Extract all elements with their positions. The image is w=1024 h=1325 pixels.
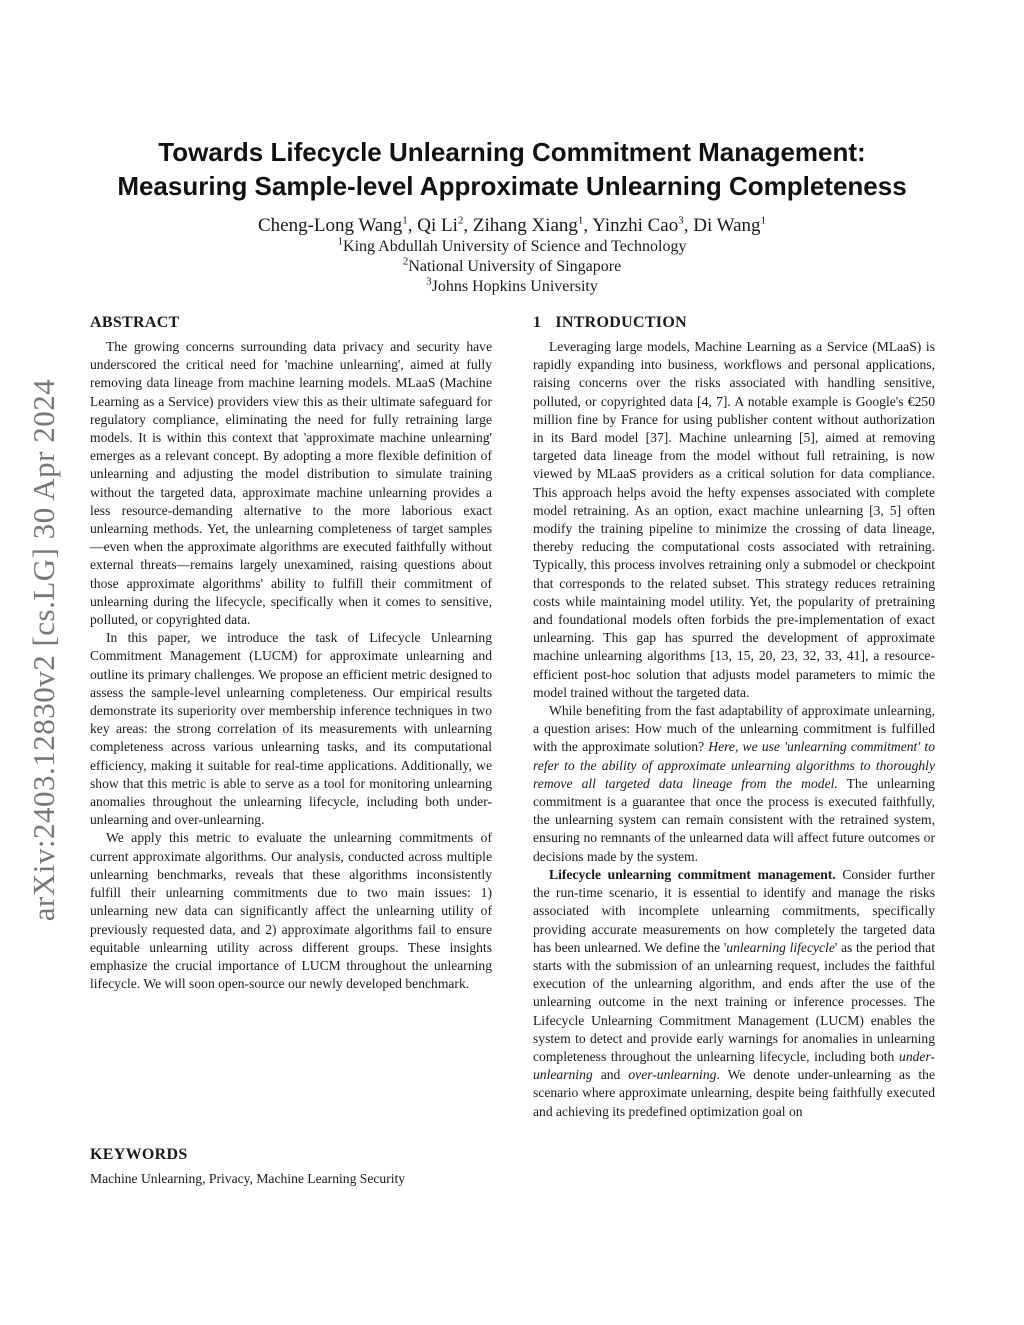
italic-term: unlearning lifecycle (726, 939, 835, 955)
arxiv-identifier[interactable]: arXiv:2403.12830v2 [cs.LG] 30 Apr 2024 (26, 378, 61, 922)
abstract-paragraph: In this paper, we introduce the task of Lifecycle Unlearning Commitment Management (LUCM) for approximate unlearning and outline its primary challenges. We propose an efficient metric designed to assess the sample-level unlearning completeness. Our empirical results demonstrate its superiority over membership inference techniques in two key areas: the strong correlation of its measurements with unlearning completeness across various unlearning tasks, and its computational efficiency, making it suitable for real-time applications. Additionally, we show that this metric is able to serve as a tool for monitoring unlearning anomalies throughout the unlearning lifecycle, including both under-unlearning and over-unlearning. (90, 630, 492, 828)
author-affiliation-mark: 1 (760, 214, 767, 227)
keywords-section (90, 1145, 492, 1188)
affiliation (80, 257, 944, 277)
author-name: Yinzhi Cao (592, 215, 679, 236)
author-name: Zihang Xiang (472, 215, 578, 236)
author-name: Qi Li (417, 215, 458, 236)
author-affiliation-mark: 3 (678, 214, 684, 227)
title-block (80, 135, 944, 297)
text-run: The unlearning commitment is a guarantee that once the process is executed faithfully, the unlearning system can remain consistent with the retrained system, ensuring no remnants of the unlearned data will affect future outcomes or decisions made by the system. (533, 775, 935, 864)
intro-paragraph: Leveraging large models, Machine Learning as a Service (MLaaS) is rapidly expanding into business, workflows and personal applications, raising concerns over the risks associated with handling sensitive, polluted, or copyrighted data [4, 7]. A notable example is Google's €250 million fine by France for using publisher content without authorization in its Bard model [37]. Machine unlearning [5], aimed at removing targeted data lineage from the model without full retraining, is now viewed by MLaaS providers as a critical solution for data compliance. This approach helps avoid the hefty expenses associated with complete model retraining. As an option, exact machine unlearning [3, 5] often modify the training pipeline to minimize the crossing of data lineage, thereby reducing the computational costs associated with retraining. Typically, this process involves retraining only a submodel or checkpoint that corresponds to the related subset. This strategy reduces retraining costs while maintaining model utility. Yet, the popularity of pretraining and foundational models often forbids the pre-implementation of exact unlearning. This gap has spurred the development of approximate machine unlearning algorithms [13, 15, 20, 23, 32, 33, 41], a resource-efficient post-hoc solution that adjusts model parameters to mimic the model trained without the targeted data. (533, 339, 935, 700)
author-affiliation-mark: 1 (402, 214, 408, 227)
intro-paragraph (533, 866, 935, 1121)
affiliation (80, 277, 944, 297)
author-name: Di Wang (693, 215, 761, 236)
italic-definition: Here, we use 'unlearning commitment' to refer to the ability of approximate unlearning algorithms to thoroughly remove all targeted data lineage from the model. (533, 739, 935, 791)
left-column (90, 313, 492, 993)
section-title: INTRODUCTION (555, 314, 687, 331)
title-line-1: Towards Lifecycle Unlearning Commitment Management: (158, 137, 866, 167)
abstract-paragraph: The growing concerns surrounding data privacy and security have underscored the critical need for 'machine unlearning', aimed at fully removing data lineage from machine learning models. MLaaS (Machine Learning as a Service) providers view this as their ultimate safeguard for regulatory compliance, eliminating the need for fully retraining large models. It is within this context that 'approximate machine unlearning' emerges as a relevant concept. By adopting a more flexible definition of unlearning and adjusting the model distribution to simulate training without the targeted data, approximate machine unlearning provides a less resource-demanding alternative to the more laborious exact unlearning methods. Yet, the unlearning completeness of target samples—even when the approximate algorithms are executed faithfully without external threats—remains largely unexamined, raising questions about those approximate algorithms' ability to fulfill their commitment of unlearning during the lifecycle, specifically when it comes to sensitive, polluted, or copyrighted data. (90, 339, 492, 628)
keywords-heading: KEYWORDS (90, 1146, 188, 1163)
author-list (80, 215, 944, 237)
arxiv-sidebar (22, 350, 66, 950)
affiliation (80, 237, 944, 257)
author-name: Cheng-Long Wang (257, 215, 403, 236)
affiliation-number: 1 (337, 235, 344, 248)
affiliation-number: 2 (402, 255, 409, 268)
author-separator: , (683, 215, 694, 236)
abstract-paragraph: We apply this metric to evaluate the unlearning commitments of current approximate algorithms. Our analysis, conducted across multiple unlearning benchmarks, reveals that these algorithms inconsistently fulfill their unlearning commitments due to two main issues: 1) unlearning new data can significantly affect the unlearning utility of previously requested data, and 2) approximate algorithms fail to ensure equitable unlearning utility across different groups. These insights emphasize the crucial importance of LUCM throughout the unlearning lifecycle. We will soon open-source our newly developed benchmark. (90, 830, 492, 992)
author-separator: , (583, 215, 593, 236)
author-separator: , (463, 215, 473, 236)
right-column (533, 313, 935, 1121)
italic-term: over-unlearning (628, 1067, 717, 1083)
text-run: ' as the period that starts with the submission of an unlearning request, includes the faithful execution of the unlearning algorithm, and ends after the use of the unlearning outcome in the next training or inference processes. The Lifecycle Unlearning Commitment Management (LUCM) enables the system to detect and provide early warnings for anomalies in unlearning completeness throughout the unlearning lifecycle, including both (533, 939, 935, 1064)
text-run: While benefiting from the fast adaptability of approximate unlearning, a question arises: How much of the unlearning commitment is fulfilled with the approximate solution? (533, 703, 935, 755)
abstract-heading: ABSTRACT (90, 314, 180, 331)
paper-title (80, 135, 944, 203)
author-affiliation-mark: 1 (577, 214, 584, 227)
italic-term: under-unlearning (533, 1048, 935, 1083)
text-run: Consider further the run-time scenario, it is essential to identify and manage the risks associated with incomplete unlearning commitments, specifically providing accurate measurements on how completely the targeted data has been unlearned. We define the ' (533, 866, 935, 955)
intro-paragraph (533, 702, 935, 866)
author-affiliation-mark: 2 (457, 214, 464, 227)
affiliation-name: National University of Singapore (408, 258, 622, 275)
text-run: . We denote under-unlearning as the scenario where approximate unlearning, despite being faithfully executed and achieving its predefined optimization goal on (533, 1067, 935, 1119)
keywords-text: Machine Unlearning, Privacy, Machine Learning Security (90, 1171, 406, 1186)
title-line-2: Measuring Sample-level Approximate Unlearning Completeness (117, 171, 907, 201)
author-separator: , (407, 215, 418, 236)
paragraph-lead-in: Lifecycle unlearning commitment management. (549, 866, 836, 882)
introduction-heading (533, 313, 935, 333)
section-number: 1 (533, 314, 542, 331)
affiliation-number: 3 (426, 275, 432, 288)
affiliation-name: Johns Hopkins University (431, 278, 598, 295)
affiliation-name: King Abdullah University of Science and Technology (343, 238, 687, 255)
text-run: and (592, 1067, 629, 1083)
